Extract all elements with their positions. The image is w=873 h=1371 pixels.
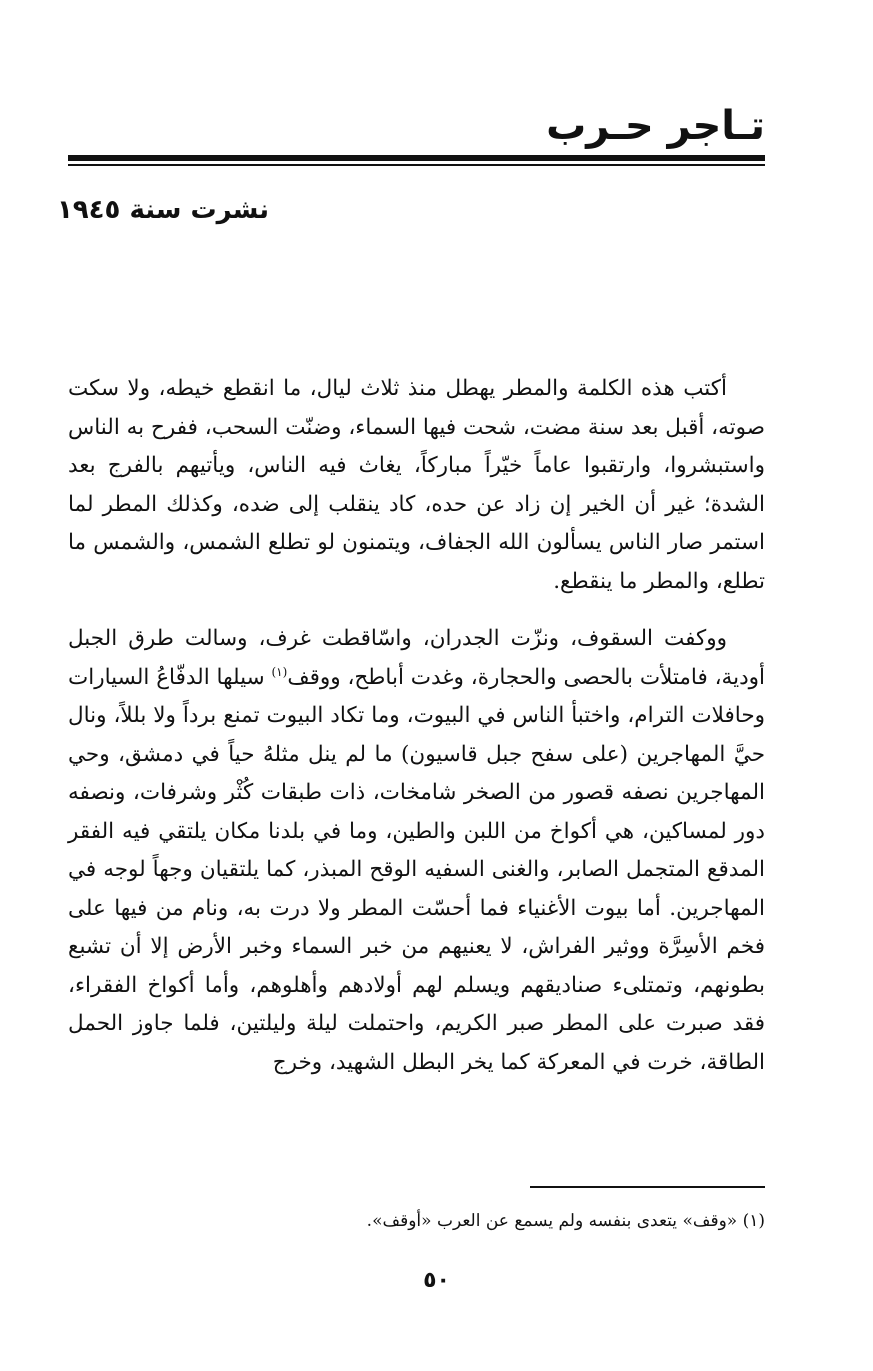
title-rule-thick: [68, 155, 765, 161]
body-text: [68, 370, 765, 1082]
page-number: ٥٠: [423, 1268, 450, 1293]
footnote-separator: [530, 1186, 765, 1188]
title-rule-thin: [68, 164, 765, 166]
paragraph-text: ووكفت السقوف، ونزّت الجدران، واسّاقطت غرف، وسالت طرق الجبل أودية، فامتلأت بالحصى والحجارة، وغدت أباطح، ووقف: [68, 626, 765, 690]
paragraph: [68, 620, 765, 1082]
chapter-title: تـاجر حـرب: [546, 103, 765, 149]
footnote: (١) «وقف» يتعدى بنفسه ولم يسمع عن العرب «أوقف».: [366, 1211, 765, 1231]
paragraph-text: أكتب هذه الكلمة والمطر يهطل منذ ثلاث ليال، ما انقطع خيطه، ولا سكت صوته، أقبل بعد سنة مضت، شحت فيها السماء، وضنّت السحب، ففرح به الناس واستبشروا، وارتقبوا عاماً خيّراً مباركاً، يغاث فيه الناس، ويأتيهم بالفرج بعد الشدة؛ غير أن الخير إن زاد عن حده، كاد ينقلب إلى ضده، وكذلك المطر لما استمر صار الناس يسألون الله الجفاف، ويتمنون لو تطلع الشمس، والشمس ما تطلع، والمطر ما ينقطع.: [68, 376, 765, 594]
footnote-reference[interactable]: (١): [271, 664, 288, 679]
paragraph: [68, 370, 765, 601]
paragraph-text: سيلها الدفّاعُ السيارات وحافلات الترام، واختبأ الناس في البيوت، وما تكاد البيوت تمنع برداً ولا بللاً، ونال حيَّ المهاجرين (على سفح جبل قاسيون) ما لم ينل مثلهُ حياً في دمشق، وحي المهاجرين نصفه قصور من الصخر شامخات، ذات طبقات كُثْر وشرفات، ونصفه دور لمساكين، هي أكواخ من اللبن والطين، وما في بلدنا مكان يلتقي فيه الفقر المدقع المتجمل الصابر، والغنى السفيه الوقح المبذر، كما يلتقيان وجهاً لوجه في المهاجرين. أما بيوت الأغنياء فما أحسّت المطر ولا درت به، ونام من فيها على فخم الأسِرَّة ووثير الفراش، لا يعنيهم من خبر السماء وخبر الأرض إلا أن تشبع بطونهم، وتمتلىء صناديقهم ويسلم لهم أولادهم وأهلوهم، وأما أكواخ الفقراء، فقد صبرت على المطر صبر الكريم، واحتملت ليلة وليلتين، فلما جاوز الحمل الطاقة، خرت في المعركة كما يخر البطل الشهيد، وخرج: [68, 664, 765, 1075]
publication-date: نشرت سنة ١٩٤٥: [56, 195, 269, 225]
